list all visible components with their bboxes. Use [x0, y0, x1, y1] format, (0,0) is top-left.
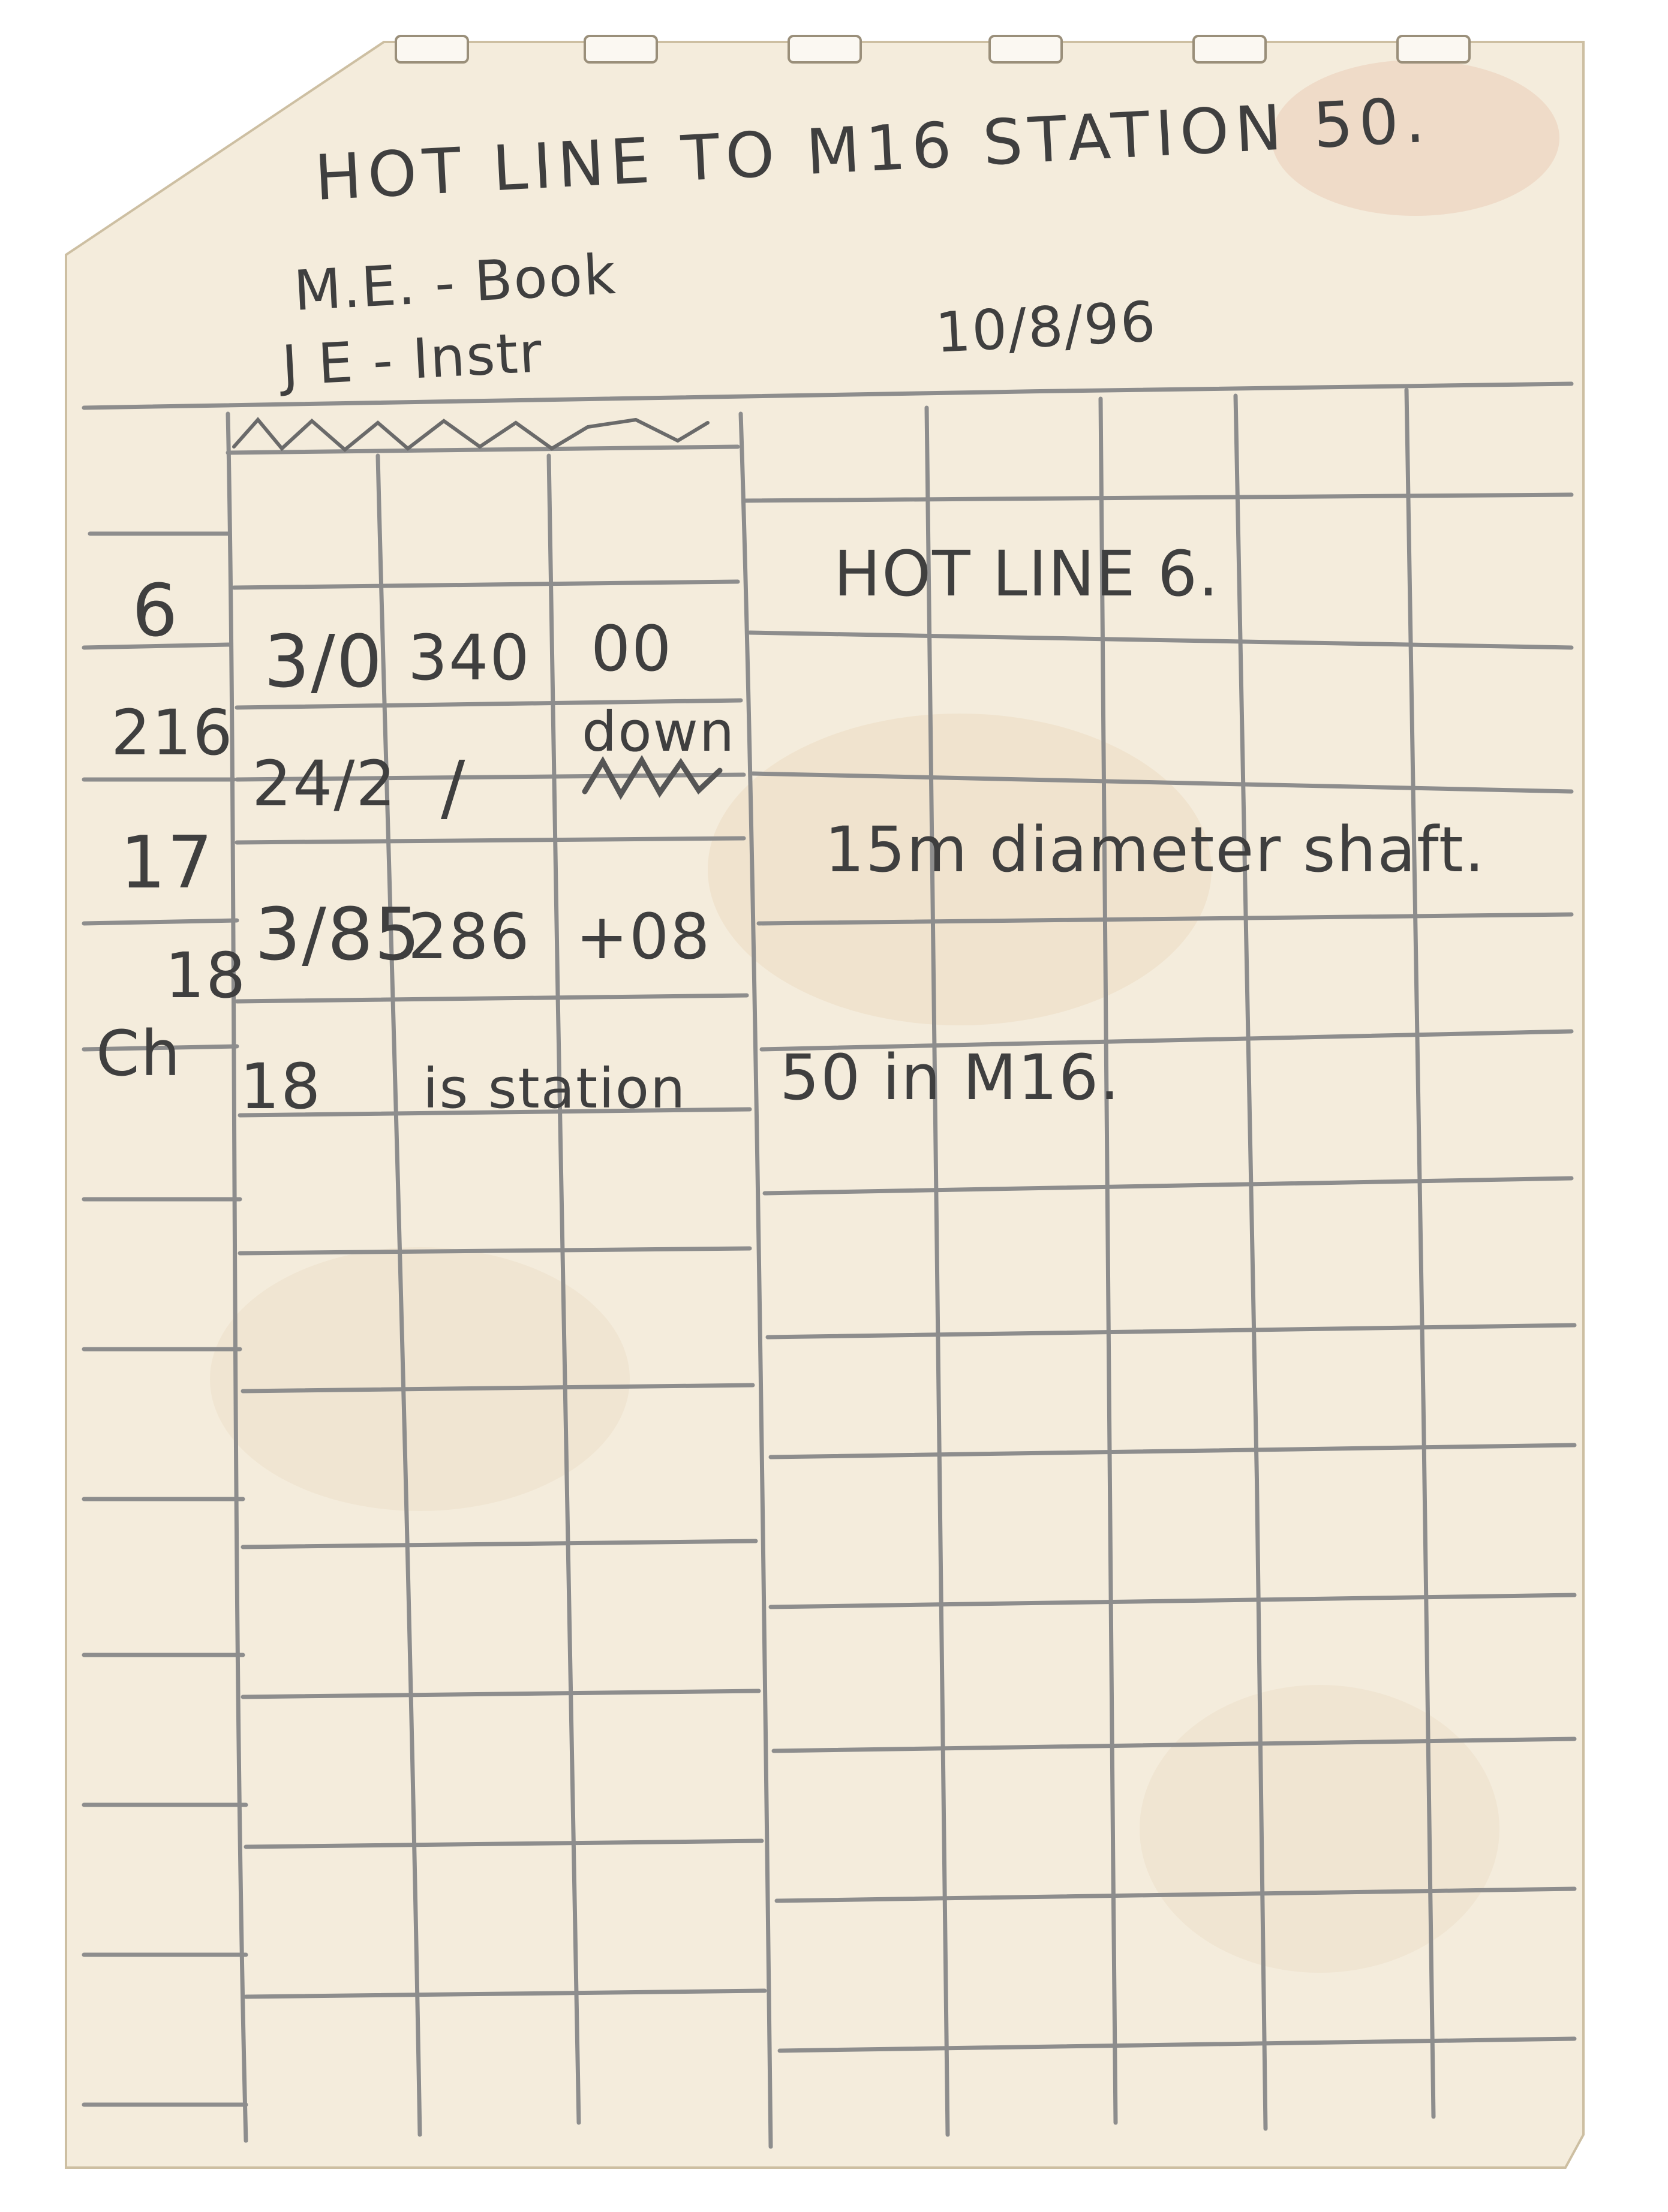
row-marker: Ch — [96, 1017, 182, 1090]
paper-stain — [1140, 1685, 1499, 1973]
note-hotline: HOT LINE 6. — [834, 537, 1220, 610]
note-shaft: 15m diameter shaft. — [825, 813, 1486, 886]
page-title: HOT LINE TO M16 STATION 50. — [312, 83, 1432, 215]
book-line: M.E. - Book — [292, 242, 618, 323]
note-station: 50 in M16. — [780, 1041, 1121, 1114]
cell-bearing: / — [441, 747, 467, 830]
cell-incl: +08 — [576, 900, 711, 973]
row-marker: 6 — [132, 570, 179, 653]
row-marker: 18 — [165, 939, 247, 1012]
cell-incl: down — [582, 700, 736, 764]
cell-station: 18 — [240, 1050, 322, 1123]
cell-incl: 00 — [591, 612, 673, 685]
cell-station: 3/0 — [264, 621, 384, 704]
cell-bearing: 286 — [408, 900, 531, 973]
cell-bearing: 340 — [408, 621, 531, 694]
instr-line: J E - Instr — [280, 320, 545, 398]
date: 10/8/96 — [934, 289, 1158, 365]
cell-station: 3/85 — [255, 893, 422, 977]
row-marker: 17 — [120, 821, 214, 905]
row-marker: 216 — [111, 696, 234, 769]
cell-note: is station — [423, 1057, 687, 1121]
cell-station: 24/2 — [252, 747, 397, 820]
